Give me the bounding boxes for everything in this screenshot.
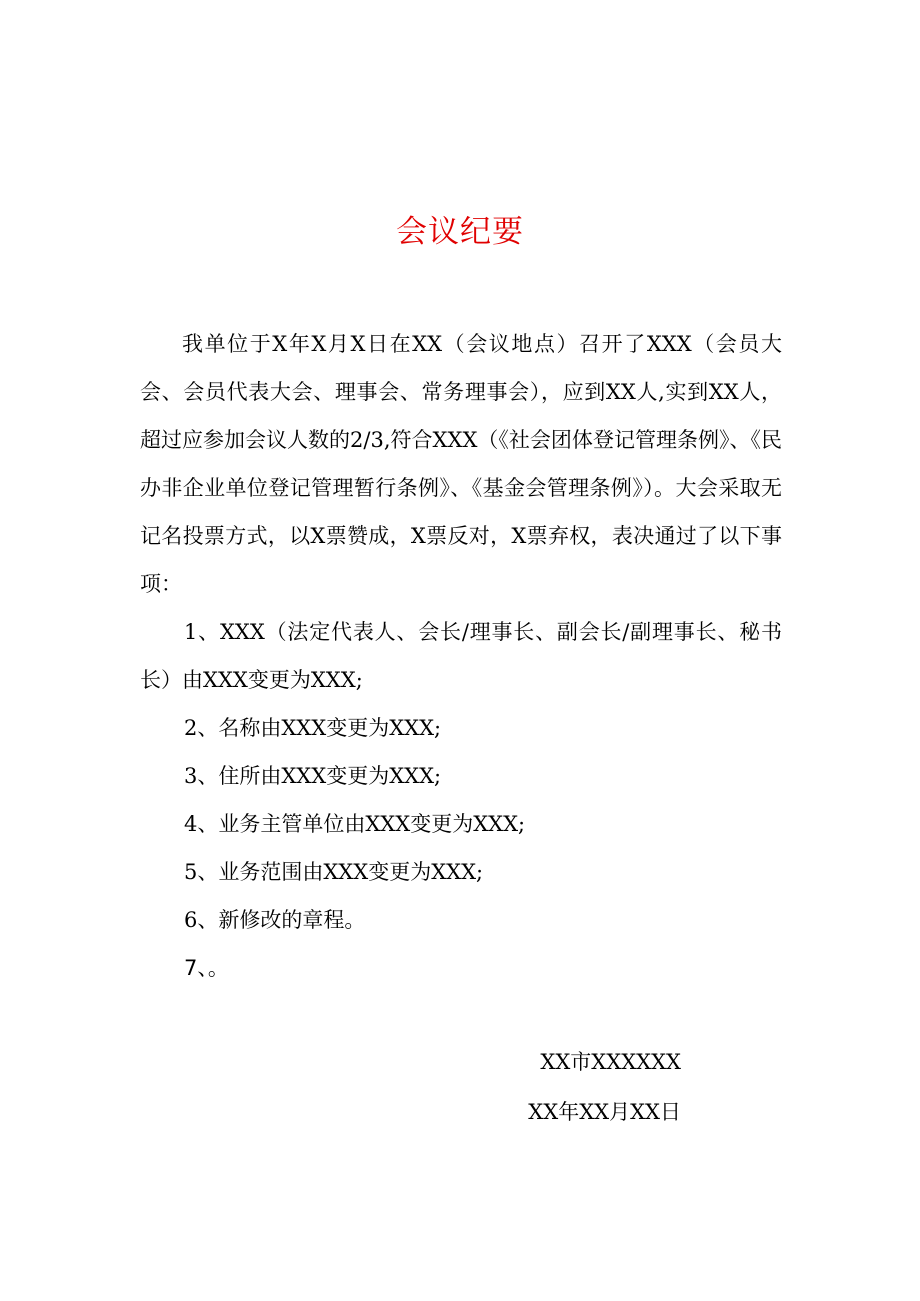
document-body (140, 320, 782, 992)
document-title: 会议纪要 (396, 214, 524, 250)
list-item: 6、新修改的章程。 (184, 908, 366, 932)
signature-organization: XX市XXXXXX (540, 1050, 681, 1074)
list-item: 3、住所由XXX变更为XXX; (184, 764, 442, 788)
list-item: 4、业务主管单位由XXX变更为XXX; (184, 812, 526, 836)
list-item: 5、业务范围由XXX变更为XXX; (184, 860, 484, 884)
signature-date: XX年XX月XX日 (528, 1100, 681, 1124)
list-item: 7、。 (184, 956, 229, 980)
list-item: 2、名称由XXX变更为XXX; (184, 716, 442, 740)
intro-paragraph: 我单位于X年X月X日在XX（会议地点）召开了XXX（会员大会、会员代表大会、理事会、常务理事会），应到XX人,实到XX人，超过应参加会议人数的2/3,符合XXX（《社会团体登记管理条例》、《民办非企业单位登记管理暂行条例》、《基金会管理条例》）。大会采取无记名投票方式，以X票赞成，X票反对，X票弃权，表决通过了以下事项： (140, 332, 782, 596)
list-item: 1、XXX（法定代表人、会长/理事长、副会长/副理事长、秘书长）由XXX变更为XXX; (140, 620, 782, 692)
